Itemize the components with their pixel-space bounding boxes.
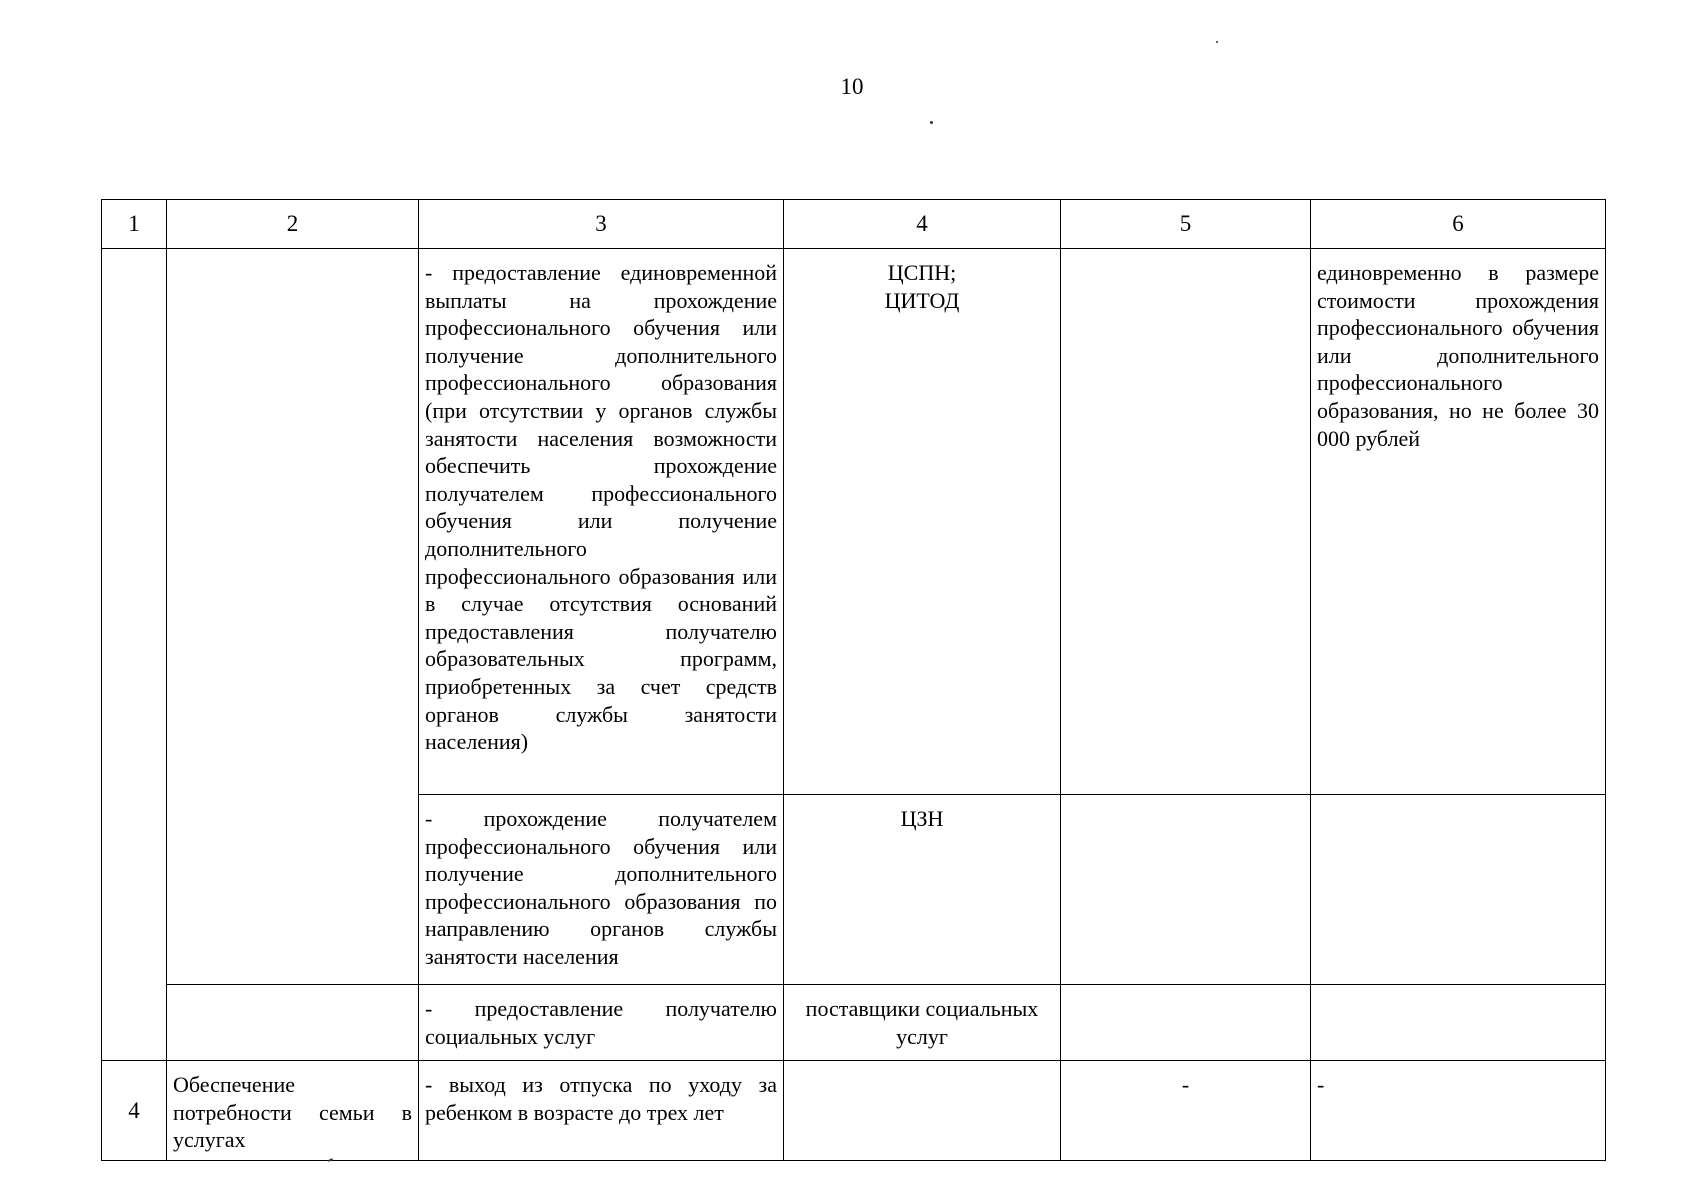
executor-cell: ЦЗН [900, 806, 944, 831]
term-cell [1061, 795, 1310, 811]
term-cell [1061, 985, 1310, 1001]
measure-cell: - выход из отпуска по уходу за ребенком в возрасте до трех лет [425, 1072, 777, 1125]
amount-cell: - [1317, 1072, 1325, 1097]
amount-cell: единовременно в размере стоимости прохождения профессионального обучения или дополнительного профессионального образования, но не более 30 000 рублей [1317, 260, 1599, 451]
row-title-cell-empty [167, 249, 419, 985]
executor-cell: поставщики социальных услуг [805, 996, 1039, 1049]
scan-speck [930, 121, 933, 124]
measure-cell: - предоставление получателю социальных услуг [425, 996, 777, 1049]
measure-cell: - предоставление единовременной выплаты на прохождение профессионального обучения или получение дополнительного профессионального образования (при отсутствии у органов службы занятости населения возможности обеспечить прохождение получателем профессионального обучения или получение дополнительного профессионального образования или в случае отсутствия оснований предоставления получателю образовательных программ, приобретенных за счет средств органов службы занятости населения) [425, 260, 777, 755]
scan-speck [1216, 41, 1218, 43]
row-title-cell-empty [167, 985, 419, 1061]
row-num-cell-empty [102, 249, 167, 1061]
executor-cell [784, 1061, 1060, 1077]
header-col-4: 4 [784, 200, 1061, 249]
header-col-3: 3 [419, 200, 784, 249]
table-row [102, 249, 1606, 795]
header-col-1: 1 [102, 200, 167, 249]
executor-cell: ЦСПН; ЦИТОД [884, 260, 960, 313]
table-header-row [102, 200, 1606, 249]
table-row [102, 985, 1606, 1061]
row-number-cell: 4 [102, 1061, 167, 1161]
services-table [101, 199, 1606, 1161]
table-row [102, 1061, 1606, 1161]
page-number: 10 [840, 74, 864, 99]
header-col-6: 6 [1311, 200, 1606, 249]
row-title-cell: Обеспечение потребности семьи в услугах [173, 1072, 412, 1153]
amount-cell [1311, 795, 1605, 811]
term-cell: - [1181, 1072, 1190, 1097]
header-col-5: 5 [1061, 200, 1311, 249]
measure-cell: - прохождение получателем профессионального обучения или получение дополнительного профессионального образования по направлению органов службы занятости населения [425, 806, 777, 969]
header-col-2: 2 [167, 200, 419, 249]
scan-speck [328, 1158, 333, 1162]
amount-cell [1311, 985, 1605, 1001]
term-cell [1061, 249, 1310, 265]
